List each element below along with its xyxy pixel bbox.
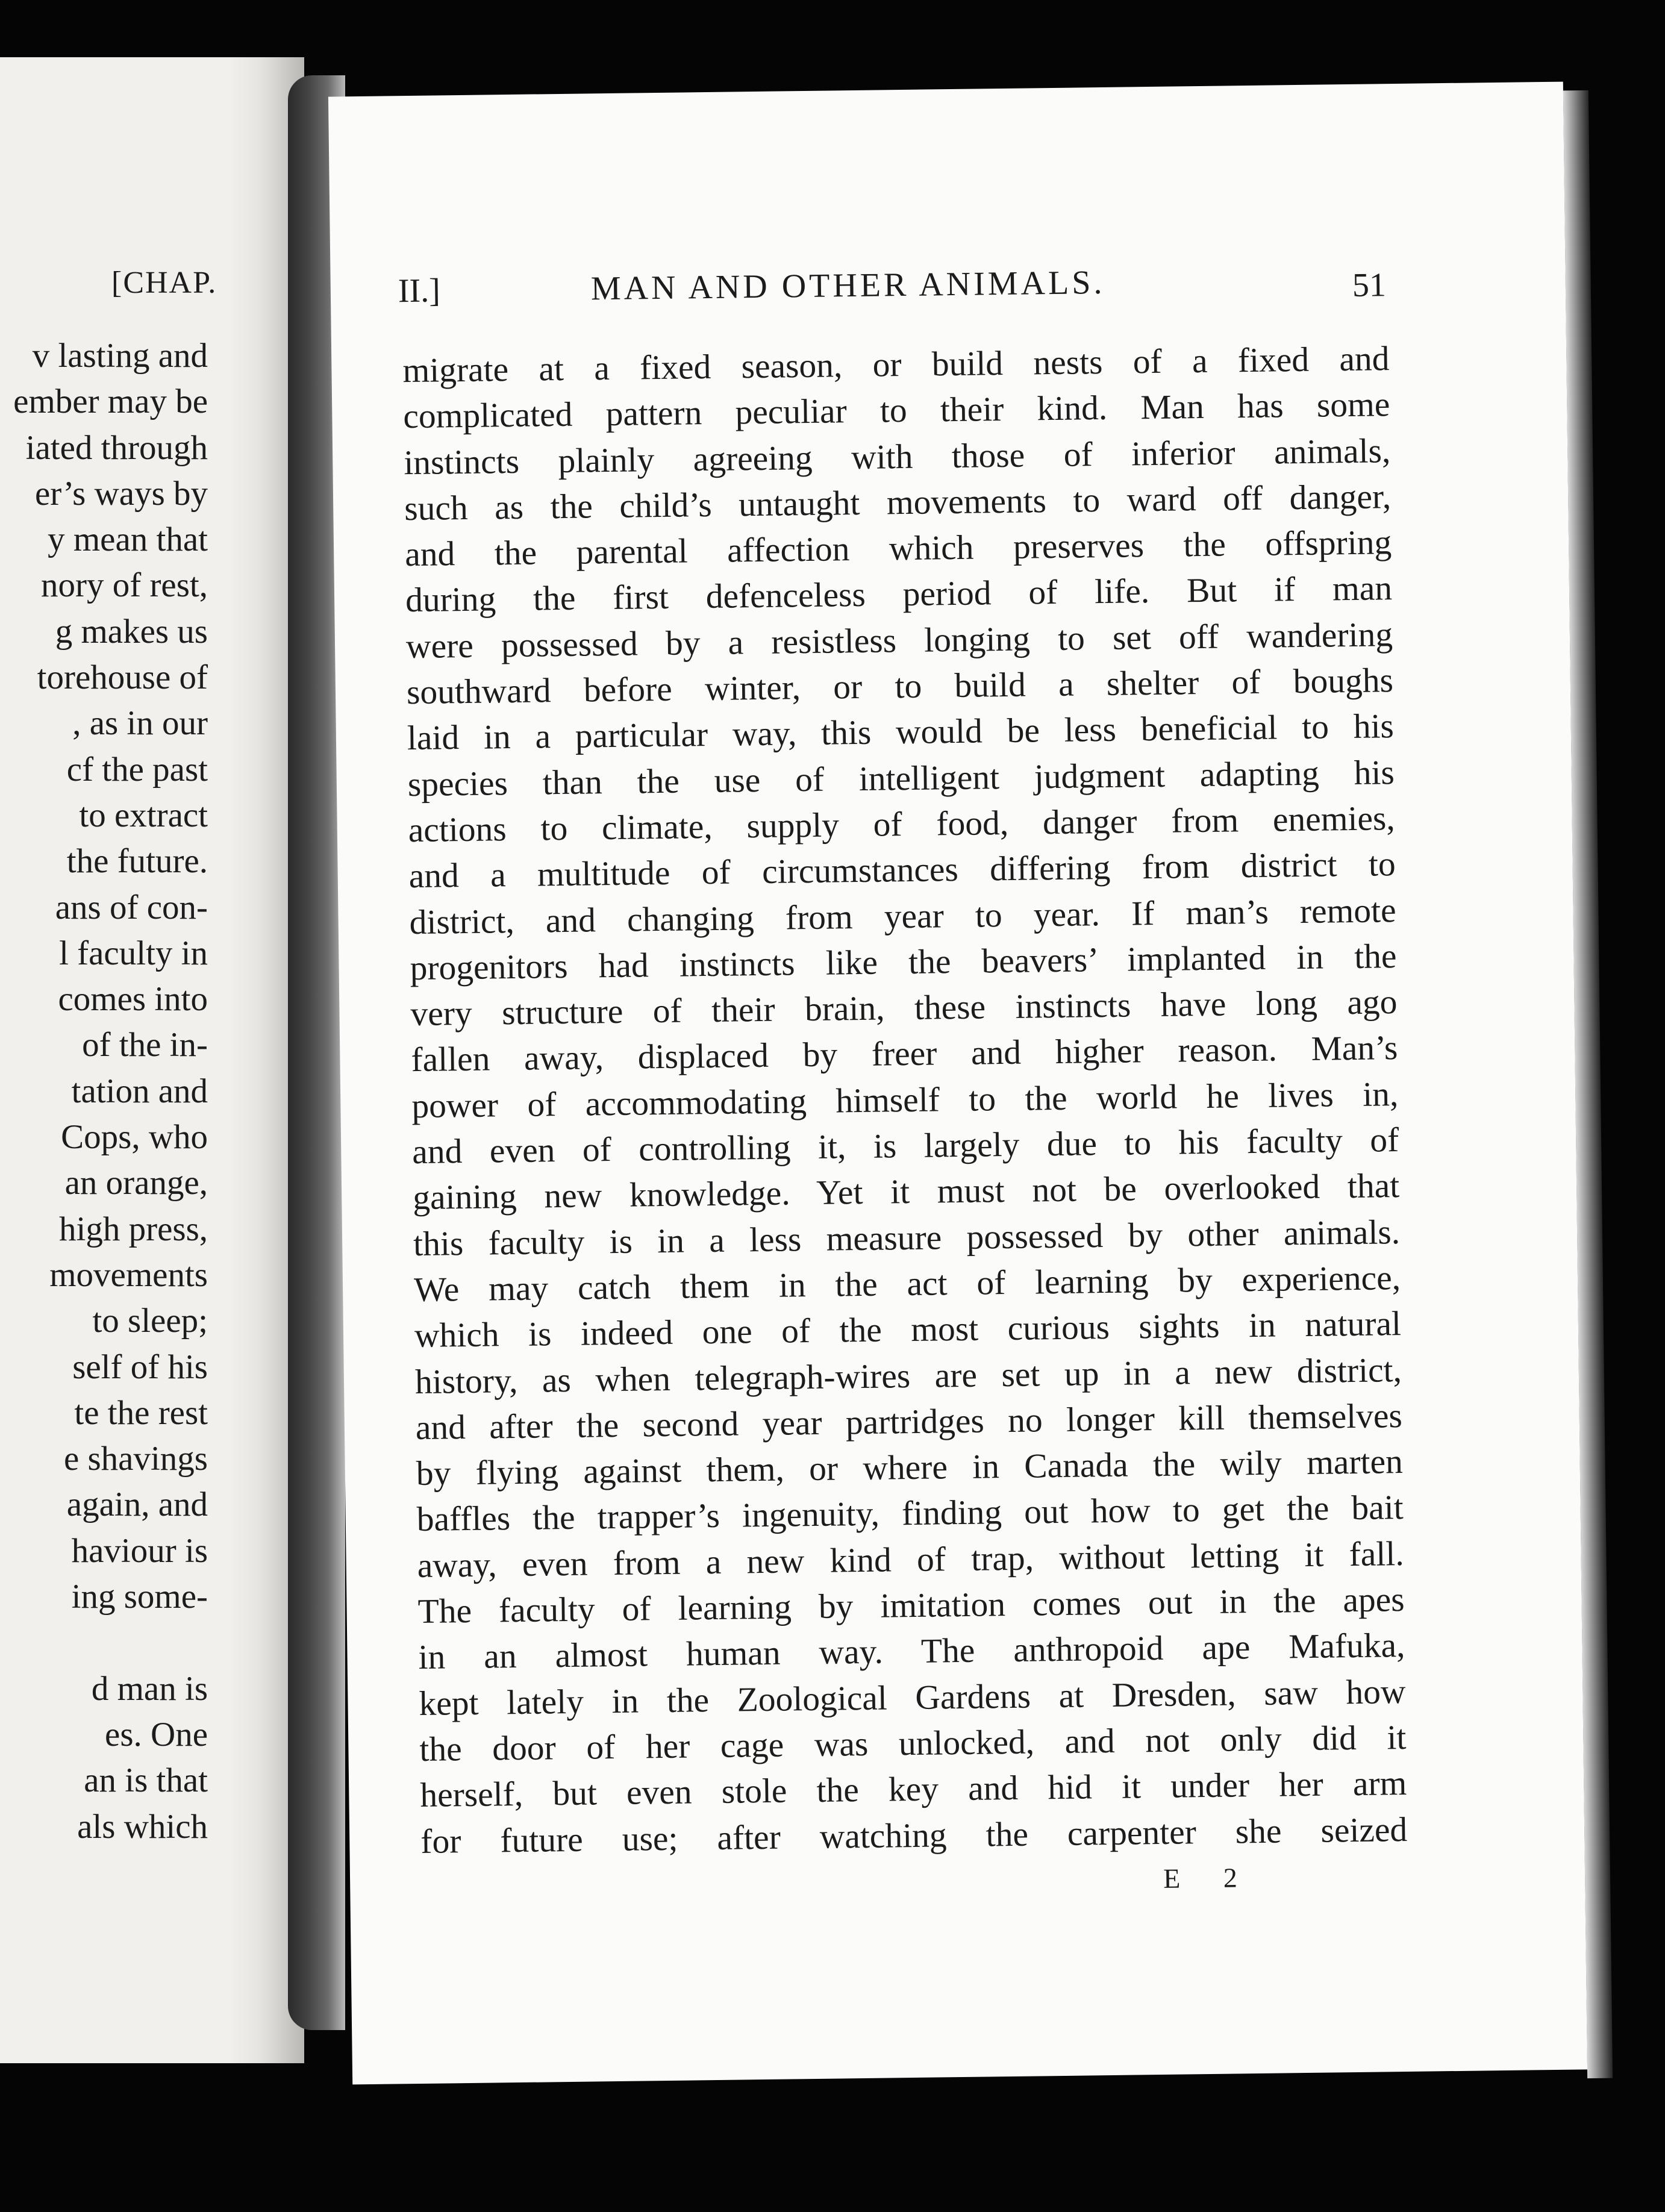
left-text-line: nory of rest, <box>40 566 208 605</box>
line-gap <box>0 1620 208 1666</box>
left-text-line: d man is <box>91 1669 208 1708</box>
text-line: away, even from a new kind of trap, without letting it fall. <box>417 1534 1404 1585</box>
text-line: history, as when telegraph-wires are set up in a new district, <box>414 1351 1402 1401</box>
text-line: for future use; after watching the carpenter she seized <box>420 1810 1408 1861</box>
left-text-line: ans of con- <box>55 888 208 926</box>
left-text-line: tation and <box>71 1072 208 1110</box>
text-line: the door of her cage was unlocked, and not only did it <box>419 1718 1407 1769</box>
left-text-line: an is that <box>84 1761 208 1800</box>
left-text-line: e shavings <box>63 1440 208 1478</box>
text-line: migrate at a fixed season, or build nests of a fixed and <box>402 340 1390 390</box>
text-line: species than the use of intelligent judgment adapting his <box>407 753 1395 804</box>
left-text-line: comes into <box>58 980 208 1019</box>
left-text-line: ing some- <box>71 1578 208 1616</box>
text-line: complicated pattern peculiar to their kind. Man has some <box>403 386 1390 436</box>
text-line: such as the child’s untaught movements to ward off danger, <box>404 478 1392 528</box>
left-text-line: of the in- <box>82 1026 208 1064</box>
left-text-line: als which <box>77 1807 208 1846</box>
text-line: laid in a particular way, this would be less beneficial to his <box>407 707 1395 758</box>
text-line: actions to climate, supply of food, danger from enemies, <box>408 799 1396 850</box>
left-text-line: to sleep; <box>92 1302 208 1340</box>
left-text-line: er’s ways by <box>34 474 208 513</box>
text-line: which is indeed one of the most curious sights in natural <box>414 1305 1402 1355</box>
running-title: MAN AND OTHER ANIMALS. <box>590 263 1105 308</box>
left-running-head: [CHAP. <box>111 266 217 300</box>
text-line: The faculty of learning by imitation comes out in the apes <box>417 1581 1405 1631</box>
left-text-line: self of his <box>72 1348 208 1386</box>
left-text-line: high press, <box>59 1210 208 1248</box>
text-line: were possessed by a resistless longing to set off wandering <box>405 615 1393 666</box>
text-line: and the parental affection which preserves the offspring <box>404 523 1392 574</box>
left-text-line: y mean that <box>48 520 208 559</box>
left-text-line: Cops, who <box>61 1118 208 1157</box>
text-line: and after the second year partridges no longer kill themselves <box>415 1396 1403 1447</box>
left-text-line: iated through <box>25 428 208 467</box>
text-line: and even of controlling it, is largely due to his faculty of <box>411 1121 1399 1172</box>
signature-mark: E 2 <box>1163 1862 1256 1894</box>
text-line: kept lately in the Zoological Gardens at Dresden, saw how <box>419 1672 1406 1723</box>
text-line: gaining new knowledge. Yet it must not be overlooked that <box>412 1167 1400 1217</box>
text-line: herself, but even stole the key and hid it under her arm <box>419 1764 1407 1815</box>
page-number: 51 <box>1352 266 1387 304</box>
text-line: baffles the trapper’s ingenuity, finding out how to get the bait <box>416 1489 1404 1539</box>
left-text-line: te the rest <box>74 1393 208 1432</box>
left-text-line: again, and <box>66 1486 208 1524</box>
body-text <box>402 336 1408 1865</box>
text-line: district, and changing from year to year. If man’s remote <box>409 891 1396 942</box>
chapter-marker: II.] <box>398 272 441 310</box>
text-line: progenitors had instincts like the beavers’ implanted in the <box>410 937 1397 987</box>
text-line: power of accommodating himself to the world he lives in, <box>411 1075 1399 1125</box>
left-page-text <box>0 333 208 1850</box>
text-line: very structure of their brain, these instincts have long ago <box>410 983 1398 1034</box>
left-text-line: to extract <box>79 796 208 834</box>
text-line: during the first defenceless period of life. But if man <box>405 569 1393 620</box>
left-text-line: g makes us <box>55 612 208 651</box>
right-page <box>328 82 1587 2085</box>
text-line: by flying against them, or where in Canada the wily marten <box>416 1443 1404 1493</box>
text-line: in an almost human way. The anthropoid ape Mafuka, <box>418 1626 1405 1677</box>
text-line: this faculty is in a less measure possessed by other animals. <box>413 1213 1401 1263</box>
left-text-line: v lasting and <box>32 337 208 375</box>
text-line: We may catch them in the act of learning by experience, <box>413 1258 1401 1309</box>
left-text-line: cf the past <box>66 750 208 789</box>
text-line: fallen away, displaced by freer and higher reason. Man’s <box>411 1029 1398 1079</box>
left-text-line: ember may be <box>13 383 208 421</box>
text-line: and a multitude of circumstances differing from district to <box>408 845 1396 896</box>
running-head <box>398 260 1386 320</box>
left-text-line: , as in our <box>72 704 208 743</box>
left-text-line: torehouse of <box>37 658 208 697</box>
left-text-line: es. One <box>105 1715 208 1754</box>
left-text-line: l faculty in <box>59 934 208 972</box>
left-text-line: the future. <box>66 842 208 881</box>
left-text-line: an orange, <box>64 1164 208 1202</box>
left-text-line: movements <box>49 1255 208 1294</box>
text-line: southward before winter, or to build a shelter of boughs <box>406 661 1394 712</box>
left-text-line: haviour is <box>71 1531 208 1570</box>
text-line: instincts plainly agreeing with those of inferior animals, <box>403 431 1391 482</box>
